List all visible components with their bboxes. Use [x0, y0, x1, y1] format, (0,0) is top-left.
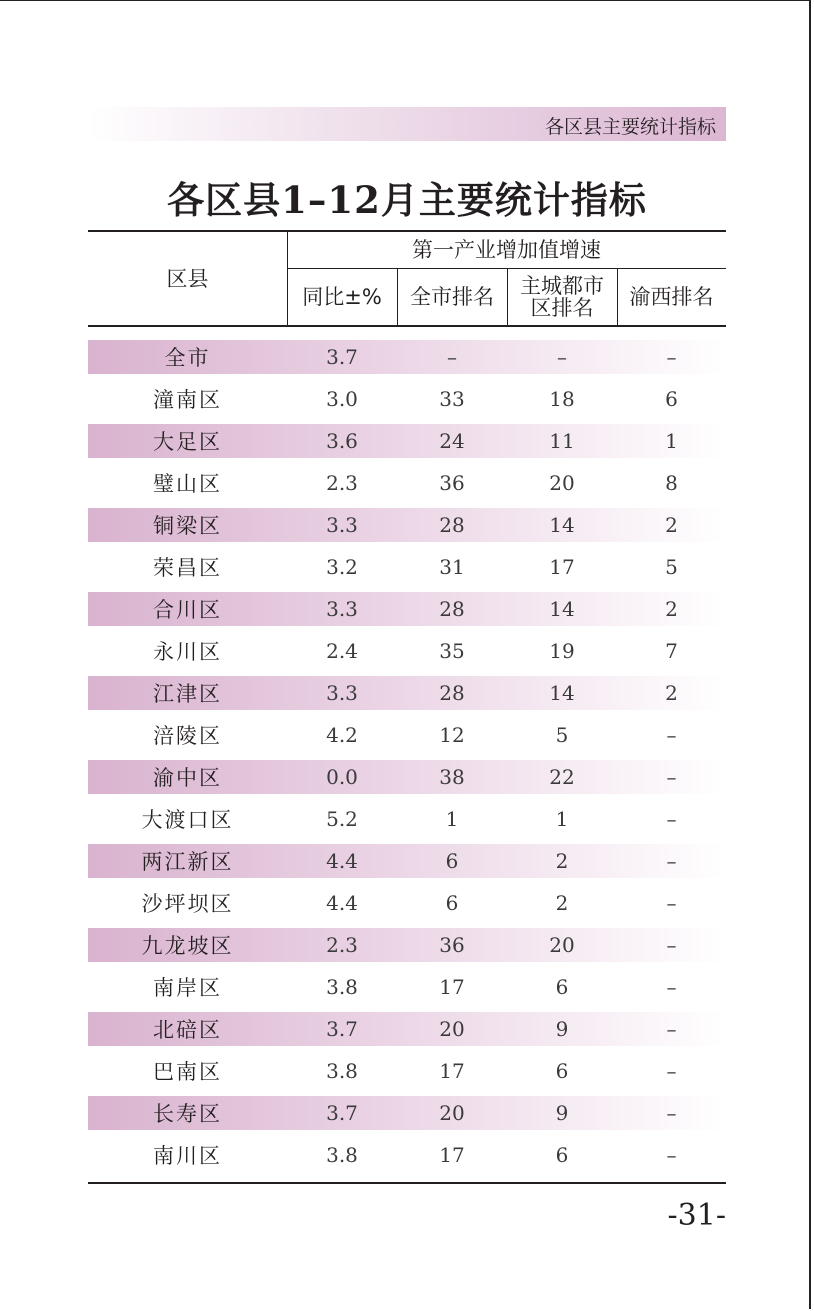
- yoy-value: 2.3: [326, 471, 358, 495]
- district-name: 合川区: [153, 598, 222, 622]
- city-rank: 6: [445, 849, 459, 873]
- table-row: [88, 760, 726, 794]
- table-row: [88, 676, 726, 710]
- yoy-value: 4.4: [326, 891, 358, 915]
- city-rank: 36: [439, 933, 465, 957]
- section-header-title: 各区县主要统计指标: [544, 116, 716, 138]
- west-rank: –: [666, 1059, 677, 1083]
- west-rank: –: [666, 975, 677, 999]
- district-name: 渝中区: [153, 766, 222, 790]
- city-rank: –: [447, 345, 457, 369]
- yoy-value: 3.7: [326, 1101, 358, 1125]
- metro-rank: 19: [549, 639, 575, 663]
- west-rank: –: [666, 1101, 677, 1125]
- yoy-value: 3.3: [326, 513, 358, 537]
- section-header-band: [88, 107, 726, 141]
- metro-rank: –: [557, 345, 567, 369]
- district-name: 大渡口区: [141, 808, 234, 832]
- table-row: [88, 340, 726, 374]
- table-row: [88, 802, 726, 836]
- yoy-value: 2.3: [326, 933, 358, 957]
- table-row: [88, 592, 726, 626]
- metro-rank: 14: [549, 513, 575, 537]
- table-row: [88, 1138, 726, 1172]
- city-rank: 36: [439, 471, 465, 495]
- west-rank: –: [666, 1143, 677, 1167]
- district-name: 九龙坡区: [141, 934, 234, 958]
- west-rank: –: [666, 807, 677, 831]
- table-row: [88, 1012, 726, 1046]
- table-row: [88, 424, 726, 458]
- district-name: 江津区: [153, 682, 222, 706]
- metro-rank: 6: [555, 1059, 569, 1083]
- west-rank: –: [666, 891, 677, 915]
- city-rank: 20: [439, 1017, 465, 1041]
- city-rank: 12: [439, 723, 465, 747]
- district-name: 大足区: [153, 430, 222, 454]
- city-rank: 1: [445, 807, 459, 831]
- district-name: 全市: [164, 346, 211, 370]
- yoy-value: 5.2: [326, 807, 358, 831]
- west-rank: 5: [665, 555, 678, 579]
- city-rank: 24: [439, 429, 465, 453]
- yoy-value: 2.4: [326, 639, 358, 663]
- city-rank: 35: [439, 639, 465, 663]
- table-row: [88, 886, 726, 920]
- district-name: 潼南区: [153, 388, 222, 412]
- district-name: 北碚区: [153, 1018, 222, 1042]
- table-row: [88, 634, 726, 668]
- west-rank: 1: [665, 429, 678, 453]
- yoy-value: 3.7: [326, 345, 358, 369]
- district-name: 南岸区: [153, 976, 222, 1000]
- metro-rank: 6: [555, 975, 569, 999]
- table-row: [88, 466, 726, 500]
- page-number: -31-: [667, 1198, 726, 1233]
- metro-rank: 20: [549, 471, 575, 495]
- table-row: [88, 844, 726, 878]
- metro-rank: 20: [549, 933, 575, 957]
- metro-rank: 14: [549, 597, 575, 621]
- city-rank: 17: [439, 1143, 465, 1167]
- district-name: 铜梁区: [153, 514, 222, 538]
- district-name: 两江新区: [141, 850, 234, 874]
- metro-rank: 11: [549, 429, 575, 453]
- city-rank: 17: [439, 975, 465, 999]
- yoy-value: 0.0: [326, 765, 358, 789]
- city-rank: 33: [439, 387, 465, 411]
- district-name: 南川区: [153, 1144, 222, 1168]
- yoy-value: 3.2: [326, 555, 358, 579]
- table-row: [88, 550, 726, 584]
- yoy-value: 4.4: [326, 849, 358, 873]
- yoy-value: 4.2: [326, 723, 358, 747]
- yoy-value: 3.0: [326, 387, 358, 411]
- page-title: 各区县1–12月主要统计指标: [167, 178, 647, 222]
- district-name: 璧山区: [153, 472, 222, 496]
- district-name: 永川区: [153, 640, 222, 664]
- metro-rank: 18: [549, 387, 575, 411]
- column-header-city-rank: 全市排名: [410, 285, 494, 309]
- metro-rank: 2: [555, 891, 569, 915]
- table-header-rule: [88, 325, 726, 327]
- city-rank: 28: [439, 681, 465, 705]
- metro-rank: 5: [555, 723, 569, 747]
- city-rank: 6: [445, 891, 459, 915]
- west-rank: 6: [665, 387, 678, 411]
- city-rank: 28: [439, 597, 465, 621]
- west-rank: –: [666, 1017, 677, 1041]
- table-row: [88, 1054, 726, 1088]
- metro-rank: 6: [555, 1143, 569, 1167]
- west-rank: –: [666, 723, 677, 747]
- west-rank: 2: [665, 597, 678, 621]
- yoy-value: 3.8: [326, 1143, 358, 1167]
- district-name: 涪陵区: [153, 724, 222, 748]
- table-bottom-rule: [88, 1182, 726, 1184]
- column-header-west-rank: 渝西排名: [629, 285, 714, 309]
- city-rank: 28: [439, 513, 465, 537]
- yoy-value: 3.7: [326, 1017, 358, 1041]
- yoy-value: 3.6: [326, 429, 358, 453]
- table-row: [88, 508, 726, 542]
- table-row: [88, 1096, 726, 1130]
- table-row: [88, 970, 726, 1004]
- yoy-value: 3.3: [326, 597, 358, 621]
- city-rank: 20: [439, 1101, 465, 1125]
- city-rank: 31: [439, 555, 465, 579]
- west-rank: –: [666, 345, 677, 369]
- metro-rank: 1: [555, 807, 569, 831]
- metro-rank: 22: [549, 765, 575, 789]
- yoy-value: 3.3: [326, 681, 358, 705]
- city-rank: 17: [439, 1059, 465, 1083]
- table-row: [88, 718, 726, 752]
- west-rank: 8: [665, 471, 678, 495]
- district-name: 沙坪坝区: [141, 892, 234, 916]
- column-header-yoy: 同比±%: [302, 285, 382, 309]
- column-header-district: 区县: [166, 266, 209, 291]
- district-name: 长寿区: [153, 1102, 222, 1126]
- west-rank: –: [666, 849, 677, 873]
- metro-rank: 2: [555, 849, 569, 873]
- west-rank: 2: [665, 681, 678, 705]
- metro-rank: 9: [555, 1101, 569, 1125]
- west-rank: 2: [665, 513, 678, 537]
- district-name: 荣昌区: [153, 556, 222, 580]
- west-rank: –: [666, 765, 677, 789]
- table-row: [88, 382, 726, 416]
- yoy-value: 3.8: [326, 1059, 358, 1083]
- west-rank: –: [666, 933, 677, 957]
- metro-rank: 17: [549, 555, 575, 579]
- column-header-metro-rank: 主城都市 区排名: [520, 274, 604, 320]
- west-rank: 7: [665, 639, 678, 663]
- city-rank: 38: [439, 765, 465, 789]
- yoy-value: 3.8: [326, 975, 358, 999]
- metro-rank: 14: [549, 681, 575, 705]
- column-group-header: 第一产业增加值增速: [412, 238, 601, 262]
- table-row: [88, 928, 726, 962]
- metro-rank: 9: [555, 1017, 569, 1041]
- district-name: 巴南区: [153, 1060, 222, 1084]
